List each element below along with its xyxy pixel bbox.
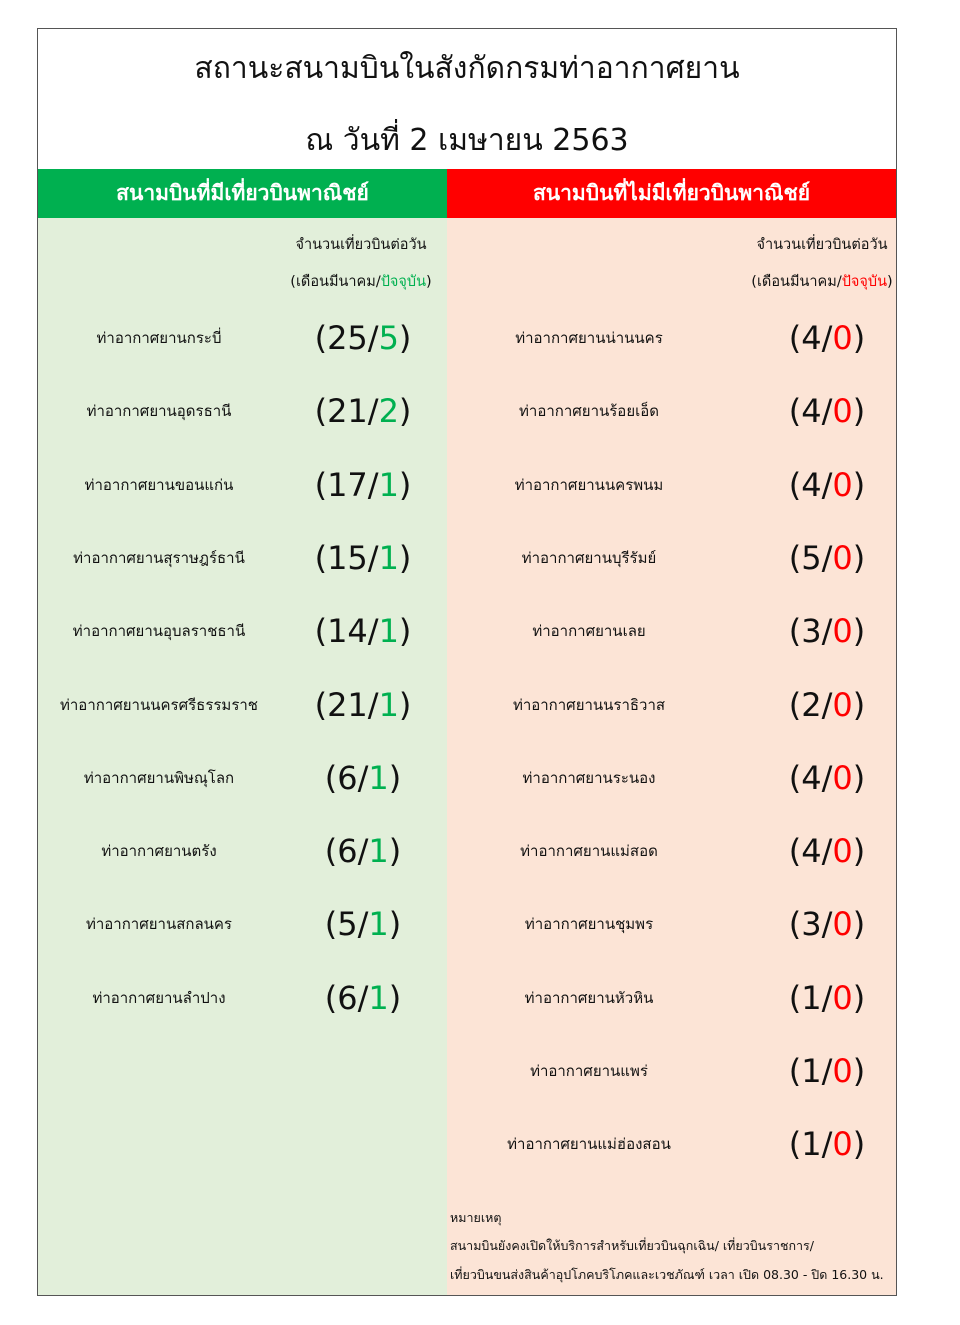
airport-name: ท่าอากาศยานร้อยเอ็ด [519,402,659,421]
flight-count: (5/0) [788,538,866,577]
flight-count: (4/0) [788,465,866,504]
current-count: 0 [832,1125,853,1164]
march-count: 5 [337,905,358,944]
march-count: 17 [327,465,368,504]
commercial-airport-row [38,391,447,431]
airport-name: ท่าอากาศยานนครศรีธรรมราช [60,695,258,714]
flight-count: (1/0) [788,1052,866,1090]
current-count: 0 [832,612,853,651]
commercial-airport-row [38,611,447,651]
commercial-airport-row [38,831,447,871]
airport-name: ท่าอากาศยานระนอง [522,768,656,787]
current-count: 0 [832,392,853,431]
current-count: 1 [378,465,399,504]
current-count: 1 [368,758,389,797]
title-area [38,29,896,169]
current-count: 0 [832,758,853,797]
march-count: 21 [327,685,368,724]
march-count: 6 [337,978,358,1017]
flight-count: (1/0) [788,978,866,1017]
commercial-subheader-line1: จำนวนเที่ยวบินต่อวัน [295,237,427,253]
airport-name: ท่าอากาศยานพิษณุโลก [83,768,235,787]
airport-name: ท่าอากาศยานเลย [532,622,646,641]
remark-heading: หมายเหตุ [450,1209,502,1225]
non-commercial-header: สนามบินที่ไม่มีเที่ยวบินพาณิชย์ [447,169,896,218]
date-line: ณ วันที่ 2 เมษายน 2563 [305,123,629,158]
march-count: 3 [801,612,822,651]
airport-name: ท่าอากาศยานแม่สอด [520,842,658,861]
non-commercial-airport-row [447,538,896,578]
sub-open: (เดือนมีนาคม/ [751,274,842,290]
current-count: 0 [832,905,853,944]
airport-name: ท่าอากาศยานนครพนม [514,475,664,494]
commercial-subheader-line2 [276,264,446,301]
flight-count: (15/1) [314,538,412,577]
current-count: 1 [378,612,399,651]
march-count: 14 [327,612,368,651]
airport-name: ท่าอากาศยานหัวหิน [524,988,654,1007]
non-commercial-airport-row [447,318,896,358]
current-count: 1 [368,978,389,1017]
flight-count: (1/0) [788,1125,866,1164]
current-count: 0 [832,685,853,724]
current-count: 2 [378,392,399,431]
current-count: 0 [832,978,853,1017]
flight-count: (4/0) [788,319,866,357]
airport-name: ท่าอากาศยานสุราษฎร์ธานี [73,548,245,567]
non-commercial-subheader [737,227,897,301]
march-count: 15 [327,538,368,577]
flight-count: (4/0) [788,392,866,431]
sub-open: (เดือนมีนาคม/ [290,274,381,290]
march-count: 5 [801,538,822,577]
march-count: 4 [801,319,822,357]
airport-name: ท่าอากาศยานกระบี่ [96,329,222,347]
flight-count: (14/1) [314,612,412,651]
airport-name: ท่าอากาศยานอุบลราชธานี [72,622,246,641]
non-commercial-airport-row [447,758,896,798]
current-count: 0 [832,1052,853,1090]
sub-current: ปัจจุบัน [380,274,427,290]
commercial-airport-row [38,685,447,725]
remark [450,1204,884,1290]
non-commercial-airport-row [447,904,896,944]
non-commercial-airport-row [447,465,896,505]
non-commercial-airport-row [447,1051,896,1091]
march-count: 4 [801,758,822,797]
march-count: 3 [801,905,822,944]
flight-count: (4/0) [788,832,866,871]
sub-close: ) [887,274,893,290]
commercial-subheader [276,227,446,301]
march-count: 4 [801,832,822,871]
remark-line1: สนามบินยังคงเปิดให้บริการสำหรับเที่ยวบินฉุกเฉิน/ เที่ยวบินราชการ/ [450,1238,814,1253]
airport-name: ท่าอากาศยานแม่ฮ่องสอน [507,1135,671,1154]
commercial-airport-row [38,318,447,358]
march-count: 4 [801,465,822,504]
march-count: 25 [327,319,368,357]
march-count: 2 [801,685,822,724]
current-count: 0 [832,319,853,357]
current-count: 1 [368,905,389,944]
commercial-column [38,169,447,1295]
flight-count: (3/0) [788,612,866,651]
current-count: 1 [378,685,399,724]
commercial-airport-row [38,465,447,505]
non-commercial-airport-row [447,831,896,871]
airport-name: ท่าอากาศยานนราธิวาส [512,695,666,714]
non-commercial-airport-row [447,685,896,725]
airport-name: ท่าอากาศยานตรัง [101,842,217,861]
airport-name: ท่าอากาศยานอุดรธานี [86,402,232,421]
flight-count: (21/2) [314,392,412,431]
sub-close: ) [426,274,432,290]
current-count: 0 [832,538,853,577]
page-title: สถานะสนามบินในสังกัดกรมท่าอากาศยาน [194,51,740,86]
airport-name: ท่าอากาศยานแพร่ [530,1062,648,1080]
commercial-airport-row [38,538,447,578]
airport-name: ท่าอากาศยานขอนแก่น [84,475,234,494]
march-count: 21 [327,392,368,431]
flight-count: (21/1) [314,685,412,724]
flight-count: (4/0) [788,758,866,797]
non-commercial-airport-row [447,611,896,651]
march-count: 6 [337,758,358,797]
commercial-airport-row [38,978,447,1018]
march-count: 1 [801,1052,822,1090]
current-count: 5 [378,319,399,357]
airport-name: ท่าอากาศยานสกลนคร [85,915,232,934]
remark-line2: เที่ยวบินขนส่งสินค้าอุปโภคบริโภคและเวชภัณฑ์ เวลา เปิด 08.30 - ปิด 16.30 น. [450,1266,884,1282]
flight-count: (3/0) [788,905,866,944]
status-sheet [37,28,897,1296]
march-count: 4 [801,392,822,431]
march-count: 6 [337,832,358,871]
non-commercial-subheader-line2 [737,264,897,301]
march-count: 1 [801,1125,822,1164]
non-commercial-airport-row [447,391,896,431]
non-commercial-column [447,169,896,1295]
airport-name: ท่าอากาศยานลำปาง [92,988,226,1007]
airport-name: ท่าอากาศยานน่านนคร [515,329,663,347]
current-count: 0 [832,832,853,871]
flight-count: (25/5) [314,319,412,357]
march-count: 1 [801,978,822,1017]
airport-name: ท่าอากาศยานบุรีรัมย์ [521,548,657,567]
commercial-airport-row [38,904,447,944]
sub-current: ปัจจุบัน [841,274,888,290]
flight-count: (5/1) [324,905,402,944]
current-count: 1 [368,832,389,871]
flight-count: (2/0) [788,685,866,724]
flight-count: (6/1) [324,832,402,871]
current-count: 0 [832,465,853,504]
flight-count: (6/1) [324,758,402,797]
commercial-airport-row [38,758,447,798]
non-commercial-airport-row [447,1124,896,1164]
airport-name: ท่าอากาศยานชุมพร [524,915,654,934]
flight-count: (17/1) [314,465,412,504]
non-commercial-airport-row [447,978,896,1018]
commercial-header: สนามบินที่มีเที่ยวบินพาณิชย์ [38,169,447,218]
current-count: 1 [378,538,399,577]
non-commercial-subheader-line1: จำนวนเที่ยวบินต่อวัน [756,237,888,253]
flight-count: (6/1) [324,978,402,1017]
